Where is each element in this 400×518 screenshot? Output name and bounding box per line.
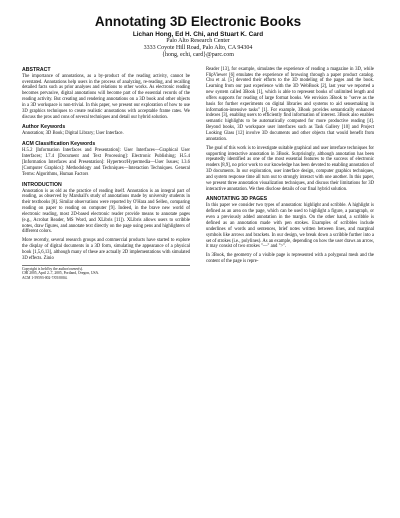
two-column-body bbox=[22, 67, 374, 281]
affiliation-emails: {hong, echi, card}@parc.com bbox=[162, 52, 234, 59]
abstract-heading: ABSTRACT bbox=[22, 66, 51, 73]
affiliation-org: Palo Alto Research Center bbox=[166, 37, 230, 44]
right-paragraph-2: The goal of this work is to investigate suitable graphical and user interface techniques for supporting interactive annotation in 3Book. Surprisingly, although annotation has been repeatedly identified as one of the most essential features to the success of electronic readers [8,9], no prior work to our knowledge has been devoted to enabling annotation of 3D documents. In our exploration, user interface design, computer graphics techniques, and system response time all turn out to strongly interact with one another. In this paper, we present three annotation visualization techniques, and discuss their limitations for 3D interactive annotation. We then disclose details of our final hybrid solution. bbox=[206, 145, 374, 192]
abstract-text: The importance of annotations, as a by-product of the reading activity, cannot be overstated. Annotations help users in the process of analyzing, re-reading, and recalling detailed facts such as prior analyses and relations to other works. As electronic reading becomes pervasive, digital annotations will become part of the essential records of the reading activity. But creating and rendering annotations on a 3D book and other objects in a 3D workspace is non-trivial. In this paper, we present our exploration of how to use 3D graphics techniques to create realistic annotations with acceptable frame rates. We discuss the pros and cons of several techniques and detail our hybrid solution. bbox=[22, 73, 190, 120]
keywords-text: Annotation; 3D Book; Digital Library; User Interface. bbox=[22, 131, 124, 137]
keywords-heading: Author Keywords bbox=[22, 124, 66, 131]
right-column bbox=[206, 67, 374, 281]
introduction-paragraph-2: More recently, several research groups and commercial products have started to explore the display of digital documents in a 3D form, simulating the appearance of a physical book [1,5,6,13], although many of these are actually 2D implementations with simulated 3D effects. Zinio bbox=[22, 238, 190, 261]
paper-title: Annotating 3D Electronic Books bbox=[94, 14, 302, 29]
right-paragraph-4: In 3Book, the geometry of a visible page is represented with a polygonal mesh and the content of the page is repre- bbox=[206, 253, 374, 265]
copyright-line: Copyright is held by the author/owner(s). bbox=[22, 266, 84, 271]
acm-number-line: ACM 1-59593-002-7/05/0004. bbox=[22, 275, 68, 280]
section-heading-annotating: ANNOTATING 3D PAGES bbox=[206, 196, 268, 203]
affiliation-address: 3333 Coyote Hill Road, Palo Alto, CA 94304 bbox=[143, 45, 253, 52]
acm-text: H.5.2 [Information Interfaces and Presentation]: User Interfaces—Graphical User Interfaces; I.7.4 [Document and Text Processing]: Electronic Publishing; H.5.4 [Information Interfaces and Presentation]: Hypertext/Hypermedia—User Issues; I.3.6 [Computer Graphics]: Methodology and Techniques—Interaction Techniques. General Terms: Algorithms, Human Factors bbox=[22, 148, 190, 177]
copyright-notice bbox=[22, 265, 190, 281]
author-names: Lichan Hong, Ed H. Chi, and Stuart K. Card bbox=[132, 31, 264, 38]
introduction-heading: INTRODUCTION bbox=[22, 181, 62, 188]
conference-line: CHI 2005, April 2–7, 2005, Portland, Oregon, USA. bbox=[22, 271, 100, 276]
introduction-paragraph-1: Annotation is as old as the practice of reading itself. Annotation is an integral part of reading, as observed by Marshall's study of annotations made by university students in their textbooks [8]. Similar observations were reported by O'Hara and Sellen, comparing reading on paper to reading on computer [9]. Indeed, in the brave new world of electronic reading, most 2D-based electronic reader provide means to annotate pages (e.g., Acrobat Reader, MS Word, and XLibris [11]). XLibris allows users to scribble notes, draw figures, and annotate text directly on the page using pens and highlighters of different colors. bbox=[22, 188, 190, 235]
right-paragraph-3: In this paper we consider two types of annotation: highlight and scribble. A highlight is defined as an area on the page, which can be used to highlight a figure, a paragraph, or even a previously added annotation in the margin. On the other hand, a scribble is defined as an annotation made with pen strokes. Examples of scribbles include underlines of words and sentences, brief notes written between lines, and marginal symbols like arrows and brackets. In our design, we break down a scribble further into a set of strokes (i.e., polylines). As an example, depending on how the user draws an arrow, it may consist of two strokes "—" and ">". bbox=[206, 203, 375, 250]
left-column bbox=[22, 67, 190, 281]
acm-heading: ACM Classification Keywords bbox=[22, 141, 96, 148]
right-paragraph-1: Reader [13], for example, simulates the experience of reading a magazine in 3D, while FlipViewer [6] emulates the experience of browsing through a paper product catalog. Chu et al. [5] devoted their efforts to the 3D modeling of the pages and the book. Learning from our past experience with the 3D WebBook [2], last year we reported a new system called 3Book [1], which is able to represent books of unlimited length and offers supports for reading of large format books. We envision 3Book to "serve as the basis for further experiments on digital libraries and systems to aid sensemaking in information-intensive tasks" [1]. For example, 3Book provides semantically enhanced indexes [3], enabling users to efficiently find information of interest. 3Book also enables semantic highlights to be automatically computed for more productive reading [4]. Beyond books, 3D workspace user interfaces such as Task Gallery [10] and Project Looking Glass [12] involve 3D documents and other objects that would benefit from annotation. bbox=[206, 66, 374, 142]
